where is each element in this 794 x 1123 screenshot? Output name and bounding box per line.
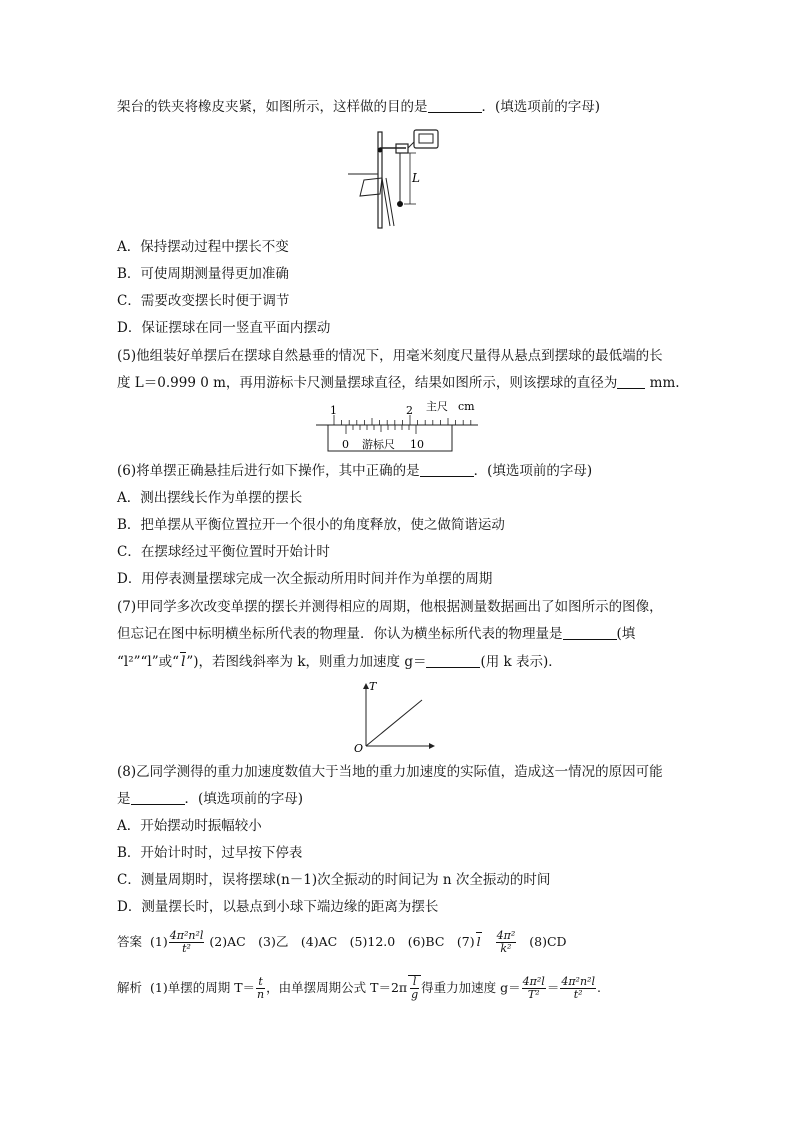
q8-line1: (8)乙同学测得的重力加速度数值大于当地的重力加速度的实际值，造成这一情况的原因可能 bbox=[117, 764, 663, 780]
q4-option-c: C．需要改变摆长时便于调节 bbox=[117, 293, 290, 309]
vernier-label: 游标尺 bbox=[362, 438, 395, 451]
t-graph-figure bbox=[350, 678, 440, 754]
sqrt-l: l bbox=[181, 654, 186, 670]
q8-option-b: B．开始计时时，过早按下停表 bbox=[117, 845, 303, 861]
q8-line2: 是 ．(填选项前的字母) bbox=[117, 791, 304, 807]
q6-option-c: C．在摆球经过平衡位置时开始计时 bbox=[117, 544, 330, 560]
intro-text: 架台的铁夹将橡皮夹紧，如图所示，这样做的目的是 bbox=[117, 99, 428, 115]
answer-blank bbox=[563, 625, 617, 640]
explanation-label: 解析 bbox=[117, 980, 143, 995]
q7-line2: 但忘记在图中标明横坐标所代表的物理量．你认为横坐标所代表的物理量是 (填 bbox=[117, 626, 636, 642]
vernier-caliper-figure bbox=[312, 398, 484, 456]
answer-fraction-1: $\frac{\text{4π²n²l}}{\text{t²}}$ bbox=[169, 929, 204, 955]
q6-option-d: D．用停表测量摆球完成一次全振动所用时间并作为单摆的周期 bbox=[117, 571, 493, 587]
sqrt-l-over-g: $\frac{l}{g}$ bbox=[408, 975, 421, 1001]
origin-label: O bbox=[354, 742, 364, 754]
rubber-inner bbox=[419, 134, 433, 143]
main-scale-unit: cm bbox=[458, 400, 475, 413]
main-scale-ticks bbox=[334, 415, 471, 425]
answer-blank bbox=[428, 98, 482, 113]
bob bbox=[397, 201, 403, 207]
q6-line: (6)将单摆正确悬挂后进行如下操作，其中正确的是 ．(填选项前的字母) bbox=[117, 463, 593, 479]
answer-blank bbox=[420, 462, 474, 477]
answer-label: 答案 bbox=[117, 934, 143, 949]
vernier-scale-ticks bbox=[346, 425, 416, 434]
intro-suffix: ．(填选项前的字母) bbox=[481, 99, 601, 115]
vernier-0: 0 bbox=[342, 438, 349, 451]
q8-option-a: A．开始摆动时振幅较小 bbox=[117, 818, 262, 834]
q7-line3: “l²”“l”或“ l”)，若图线斜率为 k，则重力加速度 g＝ (用 k 表示)． bbox=[117, 654, 562, 670]
q6-option-b: B．把单摆从平衡位置拉开一个很小的角度释放，使之做简谐运动 bbox=[117, 517, 505, 533]
answer-blank bbox=[131, 790, 185, 805]
q4-option-b: B．可使周期测量得更加准确 bbox=[117, 266, 289, 282]
q8-option-d: D．测量摆长时，以悬点到小球下端边缘的距离为摆长 bbox=[117, 899, 439, 915]
answer-line: 答案 (1) $\frac{\text{4π²n²l}}{\text{t²}}$ (2)AC (3)乙 (4)AC (5)12.0 (6)BC (7) l $\frac{\text{4π²}}{\text{k²}}$ (8)CD bbox=[117, 929, 567, 955]
q8-option-c: C．测量周期时，误将摆球(n－1)次全振动的时间记为 n 次全振动的时间 bbox=[117, 872, 551, 888]
vernier-10: 10 bbox=[410, 438, 424, 451]
pendulum-clamp-figure bbox=[340, 122, 460, 230]
explanation-line: 解析 (1)单摆的周期 T＝ $\frac{t}{n}$ ，由单摆周期公式 T＝2π $\frac{l}{g}$ 得重力加速度 g＝ $\frac{\text{4π²l}}{\text{T²}}$ ＝ $\frac{\text{4π²n²l}}{\text{t²}}$ . bbox=[117, 975, 601, 1001]
intro-line bbox=[117, 98, 600, 116]
main-scale-label: 主尺 bbox=[426, 400, 448, 413]
q4-option-d: D．保证摆球在同一竖直平面内摆动 bbox=[117, 320, 331, 336]
rubber-block-box bbox=[414, 130, 438, 148]
q5-line2: 度 L＝0.999 0 m，再用游标卡尺测量摆球直径，结果如图所示，则该摆球的直径为 mm. bbox=[117, 375, 680, 391]
y-axis-label: T bbox=[369, 680, 377, 693]
answer-blank bbox=[617, 374, 645, 389]
base-plate bbox=[360, 178, 382, 196]
answer-fraction-7: $\frac{\text{4π²}}{\text{k²}}$ bbox=[496, 929, 516, 955]
main-tick-2: 2 bbox=[406, 404, 413, 417]
q4-option-a: A．保持摆动过程中摆长不变 bbox=[117, 239, 289, 255]
q7-line1: (7)甲同学多次改变单摆的摆长并测得相应的周期，他根据测量数据画出了如图所示的图像， bbox=[117, 599, 663, 615]
fraction-g-2: $\frac{\text{4π²n²l}}{\text{t²}}$ bbox=[561, 975, 595, 1001]
fraction-g-1: $\frac{\text{4π²l}}{\text{T²}}$ bbox=[522, 975, 545, 1001]
answer-blank bbox=[426, 653, 480, 668]
q6-option-a: A．测出摆线长作为单摆的摆长 bbox=[117, 490, 303, 506]
label-L: L bbox=[412, 171, 420, 185]
data-line bbox=[366, 700, 422, 746]
q5-line1: (5)他组装好单摆后在摆球自然悬垂的情况下，用毫米刻度尺量得从悬点到摆球的最低端的长 bbox=[117, 348, 663, 364]
fraction-t-over-n: $\frac{t}{n}$ bbox=[257, 975, 265, 1001]
main-tick-1: 1 bbox=[330, 404, 337, 417]
answer-sqrt: l bbox=[476, 934, 481, 949]
